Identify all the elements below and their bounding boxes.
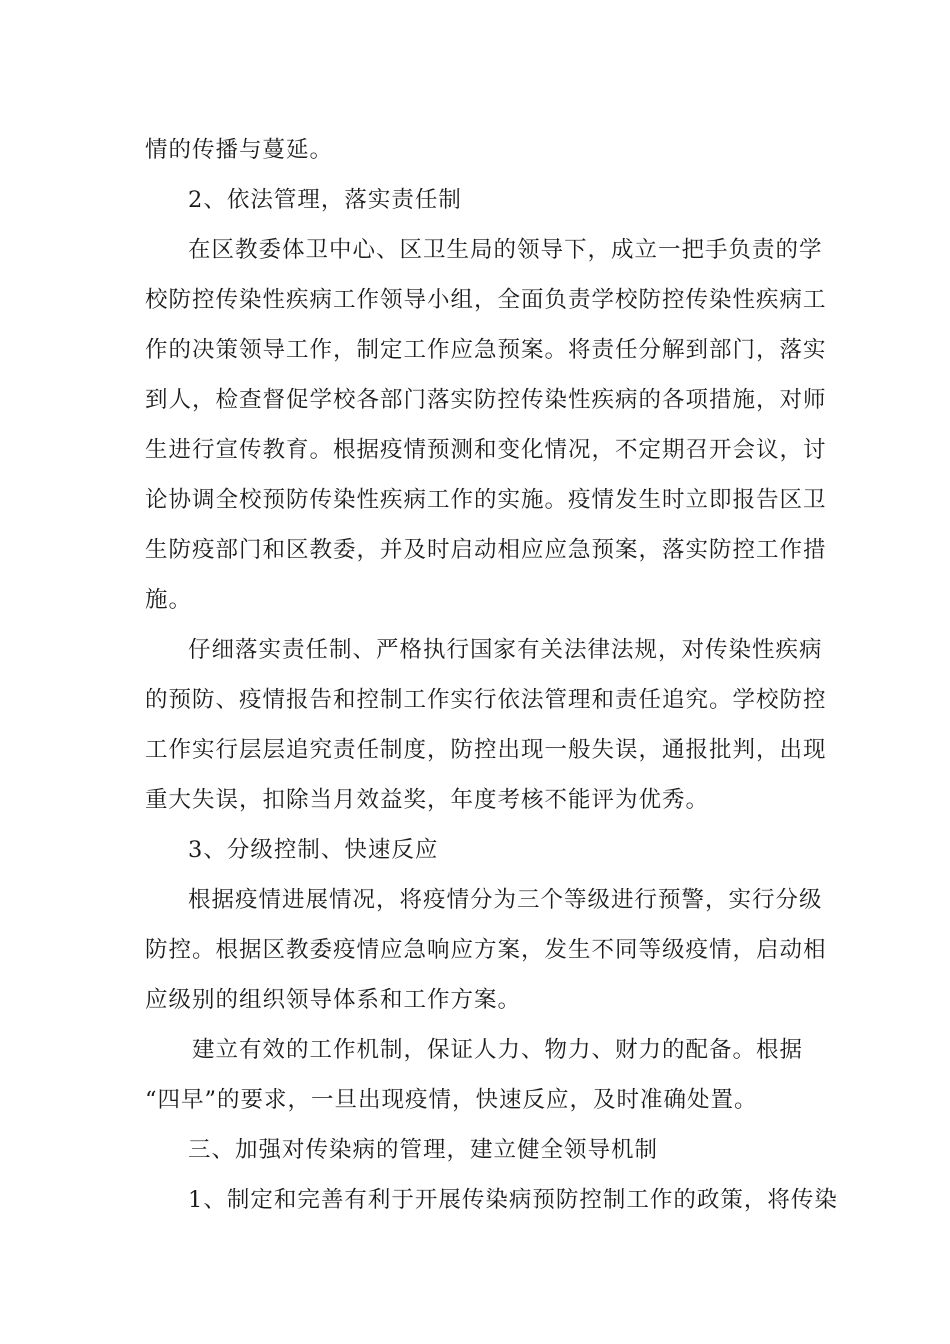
section-heading: 3、分级控制、快速反应	[188, 837, 439, 863]
text-line: 论协调全校预防传染性疾病工作的实施。疫情发生时立即报告区卫	[145, 487, 827, 513]
text-line: 生防疫部门和区教委，并及时启动相应应急预案，落实防控工作措	[145, 537, 827, 563]
text-line: 到人，检查督促学校各部门落实防控传染性疾病的各项措施，对师	[145, 387, 827, 413]
text-line: 作的决策领导工作，制定工作应急预案。将责任分解到部门，落实	[145, 337, 827, 363]
text-line: 根据疫情进展情况，将疫情分为三个等级进行预警，实行分级	[188, 887, 823, 913]
section-heading: 2、依法管理，落实责任制	[188, 187, 462, 213]
text-line: 建立有效的工作机制，保证人力、物力、财力的配备。根据	[192, 1037, 804, 1063]
text-line: 生进行宣传教育。根据疫情预测和变化情况，不定期召开会议，讨	[145, 437, 827, 463]
text-line: 重大失误，扣除当月效益奖，年度考核不能评为优秀。	[145, 787, 710, 813]
text-line: 应级别的组织领导体系和工作方案。	[145, 987, 522, 1013]
text-line: 情的传播与蔓延。	[145, 137, 334, 163]
text-line: 防控。根据区教委疫情应急响应方案，发生不同等级疫情，启动相	[145, 937, 827, 963]
text-line: “四早”的要求，一旦出现疫情，快速反应，及时准确处置。	[145, 1087, 758, 1113]
text-line: 在区教委体卫中心、区卫生局的领导下，成立一把手负责的学	[188, 237, 823, 263]
text-line: 仔细落实责任制、严格执行国家有关法律法规，对传染性疾病	[188, 637, 823, 663]
text-line: 施。	[145, 587, 193, 613]
text-line: 校防控传染性疾病工作领导小组，全面负责学校防控传染性疾病工	[145, 287, 827, 313]
text-line: 的预防、疫情报告和控制工作实行依法管理和责任追究。学校防控	[145, 687, 827, 713]
text-line: 1、制定和完善有利于开展传染病预防控制工作的政策，将传染	[188, 1187, 838, 1213]
text-line: 工作实行层层追究责任制度，防控出现一般失误，通报批判，出现	[145, 737, 827, 763]
chapter-heading: 三、加强对传染病的管理，建立健全领导机制	[188, 1137, 659, 1163]
